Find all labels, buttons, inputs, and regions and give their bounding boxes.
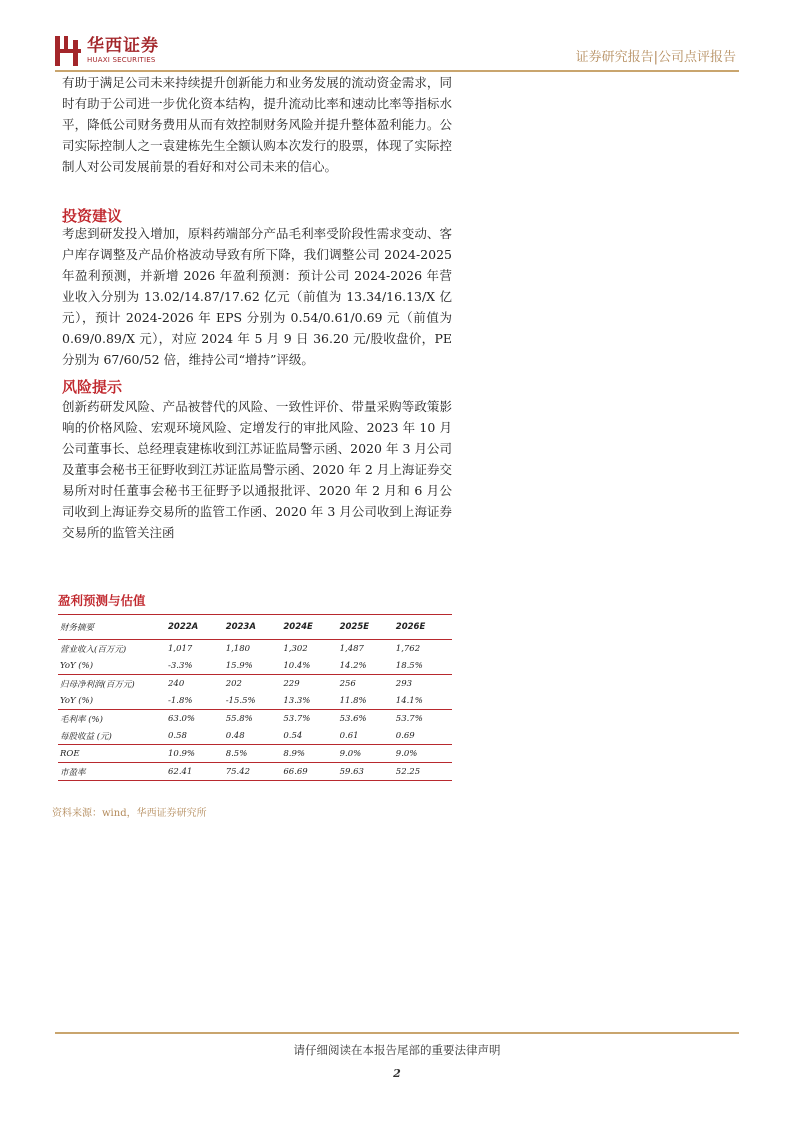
table-row	[58, 675, 452, 693]
forecast-table-title: 盈利预测与估值	[58, 593, 146, 608]
table-cell: 1,302	[283, 640, 339, 658]
table-cell: 59.63	[340, 763, 396, 781]
risk-warning-title: 风险提示	[62, 378, 123, 396]
table-cell: 0.48	[225, 730, 245, 741]
table-row	[58, 727, 452, 745]
footer-divider	[55, 1032, 739, 1034]
table-cell: 256	[340, 675, 396, 693]
table-row	[58, 692, 452, 710]
table-cell: 8.5%	[226, 745, 284, 763]
table-cell: 9.0%	[340, 745, 396, 763]
table-cell: 53.6%	[340, 710, 396, 728]
header-cell: 2026E	[395, 622, 426, 632]
table-cell: 75.42	[226, 763, 284, 781]
row-label: 归母净利润(百万元)	[58, 675, 168, 693]
investment-advice-text: 考虑到研发投入增加，原料药端部分产品毛利率受阶段性需求变动、客户库存调整及产品价格波动导致有所下降，我们调整公司 2024-2025 年盈利预测，并新增 2026 年盈利预测：预计公司 2024-2026 年营业收入分别为 13.02/14.87/17.62 亿元（前值为 13.34/16.13/X 亿元），预计 2024-2026 年 EPS 分别为 0.54/0.61/0.69 元（前值为 0.69/0.89/X 元），对应 2024 年 5 月 9 日 36.20 元/股收盘价，PE 分别为 67/60/52 倍，维持公司“增持”评级。	[62, 226, 452, 367]
row-label: 每股收益 (元)	[60, 731, 112, 742]
table-cell: 10.4%	[283, 660, 311, 671]
table-cell: 18.5%	[395, 660, 423, 671]
table-cell: 0.54	[283, 730, 303, 741]
header-cell: 2022A	[168, 622, 199, 632]
header-cell: 2025E	[339, 622, 370, 632]
row-label: 营业收入(百万元)	[58, 640, 168, 658]
table-row	[58, 640, 452, 658]
table-cell: 0.58	[168, 730, 187, 741]
table-cell: 293	[396, 675, 452, 693]
table-cell: 13.3%	[283, 695, 311, 706]
table-row	[58, 745, 452, 763]
table-cell: 240	[168, 675, 226, 693]
row-label: ROE	[58, 745, 168, 763]
table-cell: 1,487	[340, 640, 396, 658]
table-cell: 202	[226, 675, 284, 693]
table-header-row	[58, 615, 452, 640]
table-cell: -3.3%	[168, 660, 193, 671]
intro-paragraph: 有助于满足公司未来持续提升创新能力和业务发展的流动资金需求，同时有助于公司进一步优化资本结构，提升流动比率和速动比率等指标水平，降低公司财务费用从而有效控制财务风险并提升整体盈利能力。公司实际控制人之一袁建栋先生全额认购本次发行的股票，体现了实际控制人对公司发展前景的看好和对公司未来的信心。	[62, 75, 452, 174]
header-cell: 2023A	[225, 622, 256, 632]
row-label: YoY (%)	[60, 695, 94, 706]
table-cell: 62.41	[168, 763, 226, 781]
data-source-note: 资料来源：wind，华西证券研究所	[52, 808, 207, 819]
table-cell: 52.25	[396, 763, 452, 781]
row-label: YoY (%)	[60, 660, 94, 671]
earnings-forecast-table	[58, 614, 452, 781]
table-cell: 10.9%	[168, 745, 226, 763]
huaxi-logo-icon	[55, 36, 81, 66]
table-cell: 53.7%	[396, 710, 452, 728]
legal-disclaimer-note: 请仔细阅读在本报告尾部的重要法律声明	[293, 1043, 501, 1057]
table-row	[58, 763, 452, 781]
table-cell: 14.1%	[395, 695, 423, 706]
table-cell: 55.8%	[226, 710, 284, 728]
investment-advice-title: 投资建议	[62, 207, 123, 225]
report-type-label: 证券研究报告|公司点评报告	[575, 50, 736, 65]
table-cell: 63.0%	[168, 710, 226, 728]
company-logo	[55, 36, 159, 66]
table-cell: -1.8%	[168, 695, 193, 706]
table-cell: -15.5%	[225, 695, 256, 706]
header-cell: 2024E	[283, 622, 313, 632]
table-row	[58, 710, 452, 728]
page-number: 2	[393, 1067, 401, 1080]
table-cell: 8.9%	[283, 745, 339, 763]
table-cell: 14.2%	[339, 660, 367, 671]
row-label: 毛利率 (%)	[58, 710, 168, 728]
header-cell: 财务摘要	[60, 623, 95, 633]
table-cell: 66.69	[283, 763, 339, 781]
table-row	[58, 657, 452, 675]
logo-english-name: HUAXI SECURITIES	[87, 56, 156, 64]
table-cell: 1,017	[168, 640, 226, 658]
risk-warning-text: 创新药研发风险、产品被替代的风险、一致性评价、带量采购等政策影响的价格风险、宏观环境风险、定增发行的审批风险、2023 年 10 月公司董事长、总经理袁建栋收到江苏证监局警示函、2020 年 3 月公司及董事会秘书王征野收到江苏证监局警示函、2020 年 2 月上海证券交易所对时任董事会秘书王征野予以通报批评、2020 年 2 月和 6 月公司收到上海证券交易所的监管工作函、2020 年 3 月公司收到上海证券交易所的监管关注函	[62, 399, 452, 540]
table-cell: 9.0%	[396, 745, 452, 763]
table-cell: 53.7%	[283, 710, 339, 728]
table-cell: 229	[283, 675, 339, 693]
table-cell: 1,180	[226, 640, 284, 658]
table-cell: 0.69	[395, 730, 415, 741]
table-cell: 11.8%	[339, 695, 367, 706]
table-cell: 15.9%	[225, 660, 253, 671]
table-cell: 0.61	[339, 730, 359, 741]
row-label: 市盈率	[58, 763, 168, 781]
logo-chinese-name: 华西证券	[87, 36, 159, 56]
table-cell: 1,762	[396, 640, 452, 658]
